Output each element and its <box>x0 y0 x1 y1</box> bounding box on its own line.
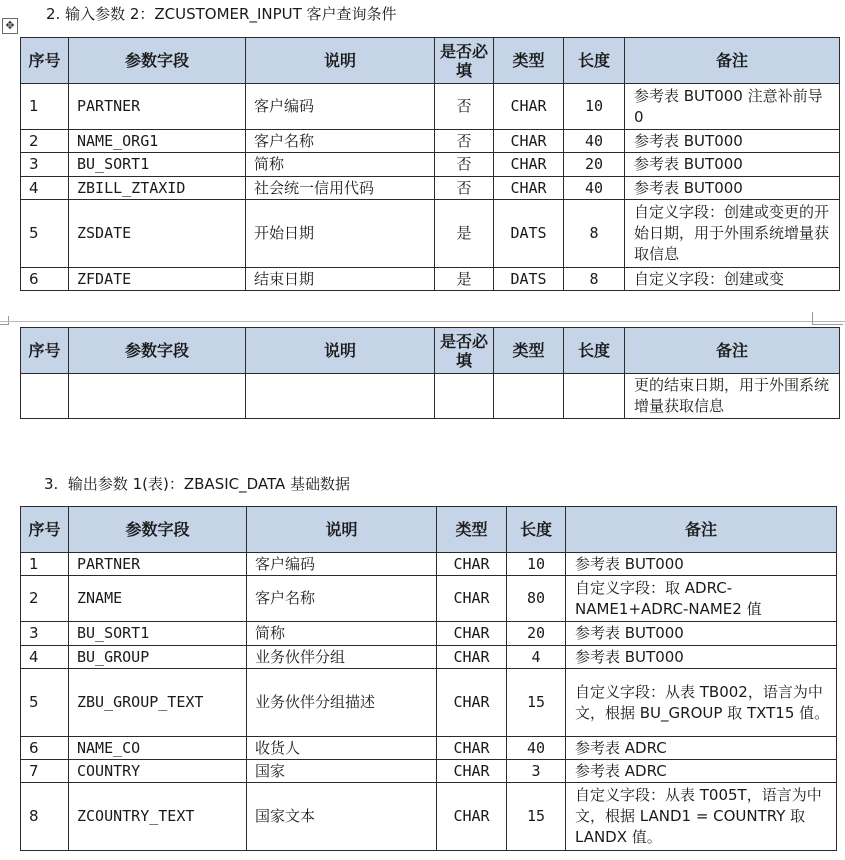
cell-required: 否 <box>435 153 494 177</box>
table-row <box>21 374 840 419</box>
cell-desc: 国家 <box>247 760 437 783</box>
table-row <box>21 553 837 576</box>
table-row <box>21 760 837 783</box>
cell-no: 2 <box>21 130 69 153</box>
header-type: 类型 <box>494 38 564 84</box>
table-header-row <box>21 507 837 553</box>
cell-type: DATS <box>494 200 564 268</box>
table-row <box>21 84 840 130</box>
header-length: 长度 <box>564 38 625 84</box>
cell-no: 5 <box>21 200 69 268</box>
header-required: 是否必填 <box>435 328 494 374</box>
input-params-table-continued <box>20 327 840 419</box>
cell-required: 是 <box>435 200 494 268</box>
cell-length: 40 <box>564 177 625 200</box>
cell-length <box>564 374 625 419</box>
header-required: 是否必填 <box>435 38 494 84</box>
cell-length: 20 <box>507 622 566 646</box>
output-params-table <box>20 506 837 851</box>
cell-type: CHAR <box>494 177 564 200</box>
cell-no: 1 <box>21 553 69 576</box>
cell-type: CHAR <box>437 669 507 737</box>
table-row <box>21 783 837 851</box>
cell-field: COUNTRY <box>69 760 247 783</box>
cell-length: 4 <box>507 646 566 669</box>
cell-required: 否 <box>435 130 494 153</box>
cell-desc: 客户名称 <box>246 130 435 153</box>
cell-note: 自定义字段：取 ADRC-NAME1+ADRC-NAME2 值 <box>566 576 837 622</box>
cell-required: 否 <box>435 84 494 130</box>
cell-required: 是 <box>435 268 494 291</box>
table-row <box>21 622 837 646</box>
table-row <box>21 268 840 291</box>
section-2-heading: 2. 输入参数 2：ZCUSTOMER_INPUT 客户查询条件 <box>46 5 397 23</box>
section-3-heading: 3. 输出参数 1(表)：ZBASIC_DATA 基础数据 <box>44 475 351 493</box>
cell-length: 10 <box>564 84 625 130</box>
cell-no: 8 <box>21 783 69 851</box>
header-length: 长度 <box>507 507 566 553</box>
cell-no: 1 <box>21 84 69 130</box>
cell-field: ZFDATE <box>69 268 246 291</box>
header-type: 类型 <box>494 328 564 374</box>
cell-type: CHAR <box>437 783 507 851</box>
header-note: 备注 <box>625 328 840 374</box>
cell-field: BU_SORT1 <box>69 622 247 646</box>
cell-desc: 客户名称 <box>247 576 437 622</box>
cell-no: 2 <box>21 576 69 622</box>
header-field: 参数字段 <box>69 328 246 374</box>
cell-note: 更的结束日期，用于外围系统增量获取信息 <box>625 374 840 419</box>
cell-length: 40 <box>507 737 566 760</box>
cell-field <box>69 374 246 419</box>
header-no: 序号 <box>21 38 69 84</box>
cell-desc: 结束日期 <box>246 268 435 291</box>
cell-field: PARTNER <box>69 84 246 130</box>
cell-length: 15 <box>507 669 566 737</box>
cell-type: CHAR <box>494 130 564 153</box>
header-desc: 说明 <box>247 507 437 553</box>
table-row <box>21 153 840 177</box>
cell-length: 15 <box>507 783 566 851</box>
table-row <box>21 737 837 760</box>
cell-type: CHAR <box>494 84 564 130</box>
cell-length: 8 <box>564 268 625 291</box>
cell-field: ZSDATE <box>69 200 246 268</box>
cell-no: 6 <box>21 737 69 760</box>
cell-field: BU_SORT1 <box>69 153 246 177</box>
header-no: 序号 <box>21 507 69 553</box>
cell-note: 参考表 BUT000 <box>625 130 840 153</box>
table-header-row <box>21 328 840 374</box>
cell-length: 3 <box>507 760 566 783</box>
table-row <box>21 646 837 669</box>
table-row <box>21 669 837 737</box>
cell-note: 参考表 BUT000 <box>625 177 840 200</box>
header-note: 备注 <box>625 38 840 84</box>
table-row <box>21 200 840 268</box>
cell-note: 参考表 BUT000 <box>566 553 837 576</box>
cell-desc: 社会统一信用代码 <box>246 177 435 200</box>
cell-type: CHAR <box>437 553 507 576</box>
cell-no: 6 <box>21 268 69 291</box>
cell-desc: 简称 <box>247 622 437 646</box>
cell-desc: 收货人 <box>247 737 437 760</box>
cell-required <box>435 374 494 419</box>
header-field: 参数字段 <box>69 507 247 553</box>
table-row <box>21 177 840 200</box>
cell-desc: 客户编码 <box>246 84 435 130</box>
cell-note: 参考表 BUT000 <box>625 153 840 177</box>
cell-note: 参考表 BUT000 <box>566 622 837 646</box>
cell-no: 3 <box>21 153 69 177</box>
cell-desc: 国家文本 <box>247 783 437 851</box>
cell-no: 4 <box>21 646 69 669</box>
cell-field: ZBU_GROUP_TEXT <box>69 669 247 737</box>
cell-field: ZNAME <box>69 576 247 622</box>
header-field: 参数字段 <box>69 38 246 84</box>
cell-no <box>21 374 69 419</box>
cell-type: CHAR <box>437 646 507 669</box>
cell-desc: 业务伙伴分组 <box>247 646 437 669</box>
page-break-marker-right <box>812 312 843 325</box>
cell-desc <box>246 374 435 419</box>
cell-type <box>494 374 564 419</box>
cell-no: 3 <box>21 622 69 646</box>
cell-field: NAME_ORG1 <box>69 130 246 153</box>
cell-note: 参考表 BUT000 注意补前导 0 <box>625 84 840 130</box>
cell-note: 自定义字段：创建或变更的开始日期，用于外围系统增量获取信息 <box>625 200 840 268</box>
cell-note: 自定义字段：创建或变 <box>625 268 840 291</box>
table-header-row <box>21 38 840 84</box>
cell-type: CHAR <box>437 737 507 760</box>
cell-desc: 客户编码 <box>247 553 437 576</box>
cell-no: 5 <box>21 669 69 737</box>
cell-field: PARTNER <box>69 553 247 576</box>
input-params-table <box>20 37 840 291</box>
cell-type: CHAR <box>494 153 564 177</box>
cell-note: 参考表 BUT000 <box>566 646 837 669</box>
cell-length: 80 <box>507 576 566 622</box>
cell-desc: 简称 <box>246 153 435 177</box>
cell-note: 参考表 ADRC <box>566 737 837 760</box>
cell-note: 自定义字段：从表 TB002，语言为中文，根据 BU_GROUP 取 TXT15 值。 <box>566 669 837 737</box>
cell-no: 7 <box>21 760 69 783</box>
header-no: 序号 <box>21 328 69 374</box>
cell-note: 参考表 ADRC <box>566 760 837 783</box>
cell-type: DATS <box>494 268 564 291</box>
header-length: 长度 <box>564 328 625 374</box>
page-break-line <box>0 321 845 322</box>
cell-length: 40 <box>564 130 625 153</box>
cell-no: 4 <box>21 177 69 200</box>
table-row <box>21 130 840 153</box>
cell-desc: 开始日期 <box>246 200 435 268</box>
table-move-handle-icon[interactable]: ✥ <box>2 18 18 34</box>
table-row <box>21 576 837 622</box>
header-desc: 说明 <box>246 38 435 84</box>
cell-field: NAME_CO <box>69 737 247 760</box>
header-note: 备注 <box>566 507 837 553</box>
cell-desc: 业务伙伴分组描述 <box>247 669 437 737</box>
cell-required: 否 <box>435 177 494 200</box>
header-type: 类型 <box>437 507 507 553</box>
cell-length: 20 <box>564 153 625 177</box>
header-desc: 说明 <box>246 328 435 374</box>
cell-length: 10 <box>507 553 566 576</box>
cell-type: CHAR <box>437 576 507 622</box>
cell-field: ZBILL_ZTAXID <box>69 177 246 200</box>
cell-length: 8 <box>564 200 625 268</box>
cell-type: CHAR <box>437 622 507 646</box>
cell-field: BU_GROUP <box>69 646 247 669</box>
cell-type: CHAR <box>437 760 507 783</box>
cell-field: ZCOUNTRY_TEXT <box>69 783 247 851</box>
cell-note: 自定义字段：从表 T005T，语言为中文，根据 LAND1 = COUNTRY 取 LANDX 值。 <box>566 783 837 851</box>
